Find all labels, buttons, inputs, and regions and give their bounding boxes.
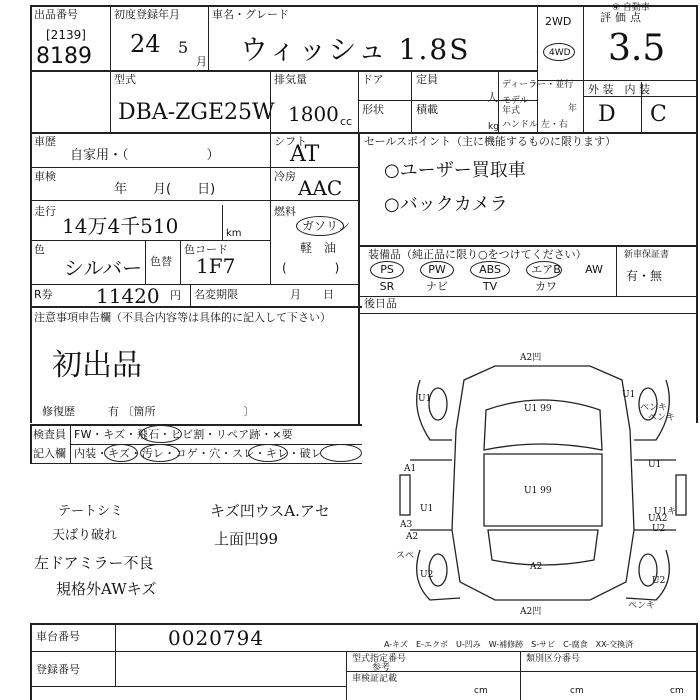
inspection-value: 年 月( 日) xyxy=(114,182,216,197)
first-reg-year: 24 xyxy=(130,30,161,58)
color-change-label: 色替 xyxy=(150,255,172,268)
diagram-mark-15: A2 xyxy=(406,532,419,542)
diagram-mark-12: U2 xyxy=(420,570,434,580)
legend: A-キズ E-エクボ U-凹み W-補修跡 S-サビ C-腐食 XX-交換済 xyxy=(384,640,634,649)
handle-label: ハンドル 左・右 xyxy=(502,120,568,130)
equip-navi: ナビ xyxy=(426,280,448,293)
equip-abs: ABS xyxy=(479,263,501,276)
fuel-label: 燃料 xyxy=(274,205,296,218)
diagram-mark-6: U1 xyxy=(648,460,662,470)
diagram-mark-18: ペンキ xyxy=(648,413,676,423)
diagram-mark-17: A2凹 xyxy=(520,607,542,617)
interior-grade: C xyxy=(650,102,667,127)
color-code: 1F7 xyxy=(196,254,236,278)
inspection-label: 車検 xyxy=(34,170,56,183)
equipment-label: 装備品（純正品に限り○をつけてください） xyxy=(368,248,587,261)
selling-point-1: ○ユーザー買取車 xyxy=(384,160,526,181)
inspector-circle-yogore xyxy=(140,444,180,462)
inspector-label: 検査員 xyxy=(33,428,66,441)
ac-value: AAC xyxy=(298,176,343,200)
equip-tv: TV xyxy=(482,280,498,293)
first-reg-label: 初度登録年月 xyxy=(114,8,180,21)
lot-number-label: 出品番号 xyxy=(34,8,78,21)
inspector-circle-sure xyxy=(248,444,288,462)
recycle-value: 11420 xyxy=(96,284,160,308)
load-label: 積載 xyxy=(416,103,438,116)
car-name: ウィッシュ 1.8S xyxy=(240,33,471,66)
name-change-label: 名変期限 xyxy=(194,288,238,301)
shift-value: AT xyxy=(290,142,320,167)
type-spec-label: 型式指定番号 xyxy=(352,654,407,664)
color-code-label: 色コード xyxy=(184,243,228,256)
mileage-value: 14万4千510 xyxy=(62,214,179,238)
selling-point-2: ○バックカメラ xyxy=(384,194,508,215)
remark-1: テートシミ xyxy=(58,504,124,519)
diagram-mark-21: スペ xyxy=(396,551,415,561)
history-label: 車歴 xyxy=(34,135,56,148)
score-value: 3.5 xyxy=(608,28,666,69)
diagram-mark-14: A3 xyxy=(400,520,413,530)
name-change-value: 月 日 xyxy=(290,288,334,301)
remark-2: 天ばり破れ xyxy=(52,528,118,543)
fuel-gas: ガソリン xyxy=(302,219,351,233)
equip-airbag: エアB xyxy=(531,263,561,276)
diagram-mark-5: ペンキ xyxy=(640,403,668,413)
displacement-unit: cc xyxy=(340,115,353,128)
chassis-label: 車台番号 xyxy=(36,630,80,643)
inspector-row-2: 内装・キズ・汚レ・コゲ・穴・スレ・キレ・破レ xyxy=(74,447,323,460)
diagram-mark-9: U1 xyxy=(420,504,434,514)
ac-label: 冷房 xyxy=(274,170,296,183)
score-tag: ④ 自動車 xyxy=(612,3,650,13)
capacity-label: 定員 xyxy=(416,73,438,86)
diagram-mark-19: UA2 xyxy=(648,514,668,524)
shape-label: 形状 xyxy=(362,103,384,116)
year-unit: 年 xyxy=(568,104,578,114)
inspector-circle-yabure xyxy=(320,444,362,462)
displacement-label: 排気量 xyxy=(274,73,307,86)
dealer-label: ディーラー・並行 xyxy=(502,80,574,90)
displacement-value: 1800 xyxy=(288,102,339,126)
first-reg-month-unit: 月 xyxy=(196,55,207,68)
remark-3: 左ドアミラー不良 xyxy=(34,554,154,572)
inspector-entry-label: 記入欄 xyxy=(33,447,66,460)
chassis-number: 0020794 xyxy=(168,626,265,650)
inspector-circle-tobiishi xyxy=(140,425,182,443)
warranty-label: 新車保証書 xyxy=(624,250,670,260)
score-label: 評価点 xyxy=(600,11,645,24)
door-label: ドア xyxy=(362,73,384,86)
lot-number: 8189 xyxy=(36,44,92,69)
diagram-mark-7: A1 xyxy=(404,464,417,474)
load-unit: kg xyxy=(488,122,499,132)
drive-2wd: 2WD xyxy=(545,15,572,28)
repair-label: 修復歴 xyxy=(42,405,75,418)
cm-unit-2: cm xyxy=(570,686,584,696)
drive-4wd: 4WD xyxy=(549,48,571,58)
selling-points-label: セールスポイント（主に機能するものに限ります） xyxy=(364,135,617,148)
inspector-row-1: FW・キズ・飛石・ヒビ割・リペア跡・×要 xyxy=(74,428,293,441)
remark-5: キズ凹ウスA.アセ xyxy=(210,502,330,520)
equip-ps: PS xyxy=(380,263,394,276)
notes-content: 初出品 xyxy=(52,348,142,383)
fuel-diesel: 軽 油 xyxy=(300,241,337,255)
warranty-value: 有・無 xyxy=(626,269,663,283)
diagram-mark-1: A2凹 xyxy=(520,353,542,363)
diagram-mark-20: U2 xyxy=(652,576,666,586)
recycle-unit: 円 xyxy=(170,289,181,302)
notes-label: 注意事項申告欄（不具合内容等は具体的に記入して下さい） xyxy=(34,311,331,324)
car-name-label: 車名・グレード xyxy=(212,8,289,21)
mileage-unit: km xyxy=(226,228,242,239)
first-reg-month: 5 xyxy=(178,38,189,57)
cm-unit-1: cm xyxy=(474,686,488,696)
remark-4: 規格外AWキズ xyxy=(56,580,157,598)
diagram-mark-11: A2 xyxy=(530,562,543,572)
history-value: 自家用・（ ） xyxy=(70,148,220,163)
class-label: 類別区分番号 xyxy=(526,654,581,664)
remark-6: 上面凹99 xyxy=(214,530,279,548)
color-value: シルバー xyxy=(64,256,143,280)
cert-label: 車検証記載 xyxy=(352,674,398,684)
diagram-mark-2: U1 xyxy=(418,394,432,404)
color-label: 色 xyxy=(34,243,45,256)
equip-aw: AW xyxy=(585,263,603,276)
diagram-mark-3: U1 99 xyxy=(524,404,552,414)
reg-label: 登録番号 xyxy=(36,663,80,676)
exterior-grade: D xyxy=(598,102,616,127)
mileage-label: 走行 xyxy=(34,205,56,218)
diagram-mark-16: U2 xyxy=(652,524,666,534)
cm-unit-3: cm xyxy=(670,686,684,696)
inspector-circle-kizu xyxy=(104,444,138,462)
diagram-mark-13: ペンキ xyxy=(628,601,656,611)
equip-pw: PW xyxy=(428,263,446,276)
car-damage-diagram xyxy=(390,350,696,620)
equip-leather: カワ xyxy=(535,280,557,293)
model-label: 型式 xyxy=(114,73,136,86)
diagram-mark-8: U1 99 xyxy=(524,486,552,496)
model-year-label: モデル年式 xyxy=(502,96,529,116)
equip-sr: SR xyxy=(379,280,395,293)
fuel-other: ( ) xyxy=(282,261,340,275)
model-value: DBA-ZGE25W xyxy=(118,100,275,125)
lot-sub-number: [2139] xyxy=(46,28,86,42)
shift-label: シフト xyxy=(274,135,307,148)
diagram-mark-10: U1キ xyxy=(654,507,677,517)
later-items-label: 後日品 xyxy=(364,297,397,310)
type-ref: 参考 xyxy=(372,663,391,673)
capacity-unit: 人 xyxy=(487,91,498,104)
ext-int-label: 外 装 内 装 xyxy=(588,83,650,96)
repair-value: 有 〔箇所 〕 xyxy=(108,405,255,418)
diagram-mark-4: U1 xyxy=(622,390,636,400)
recycle-label: R券 xyxy=(34,288,53,301)
